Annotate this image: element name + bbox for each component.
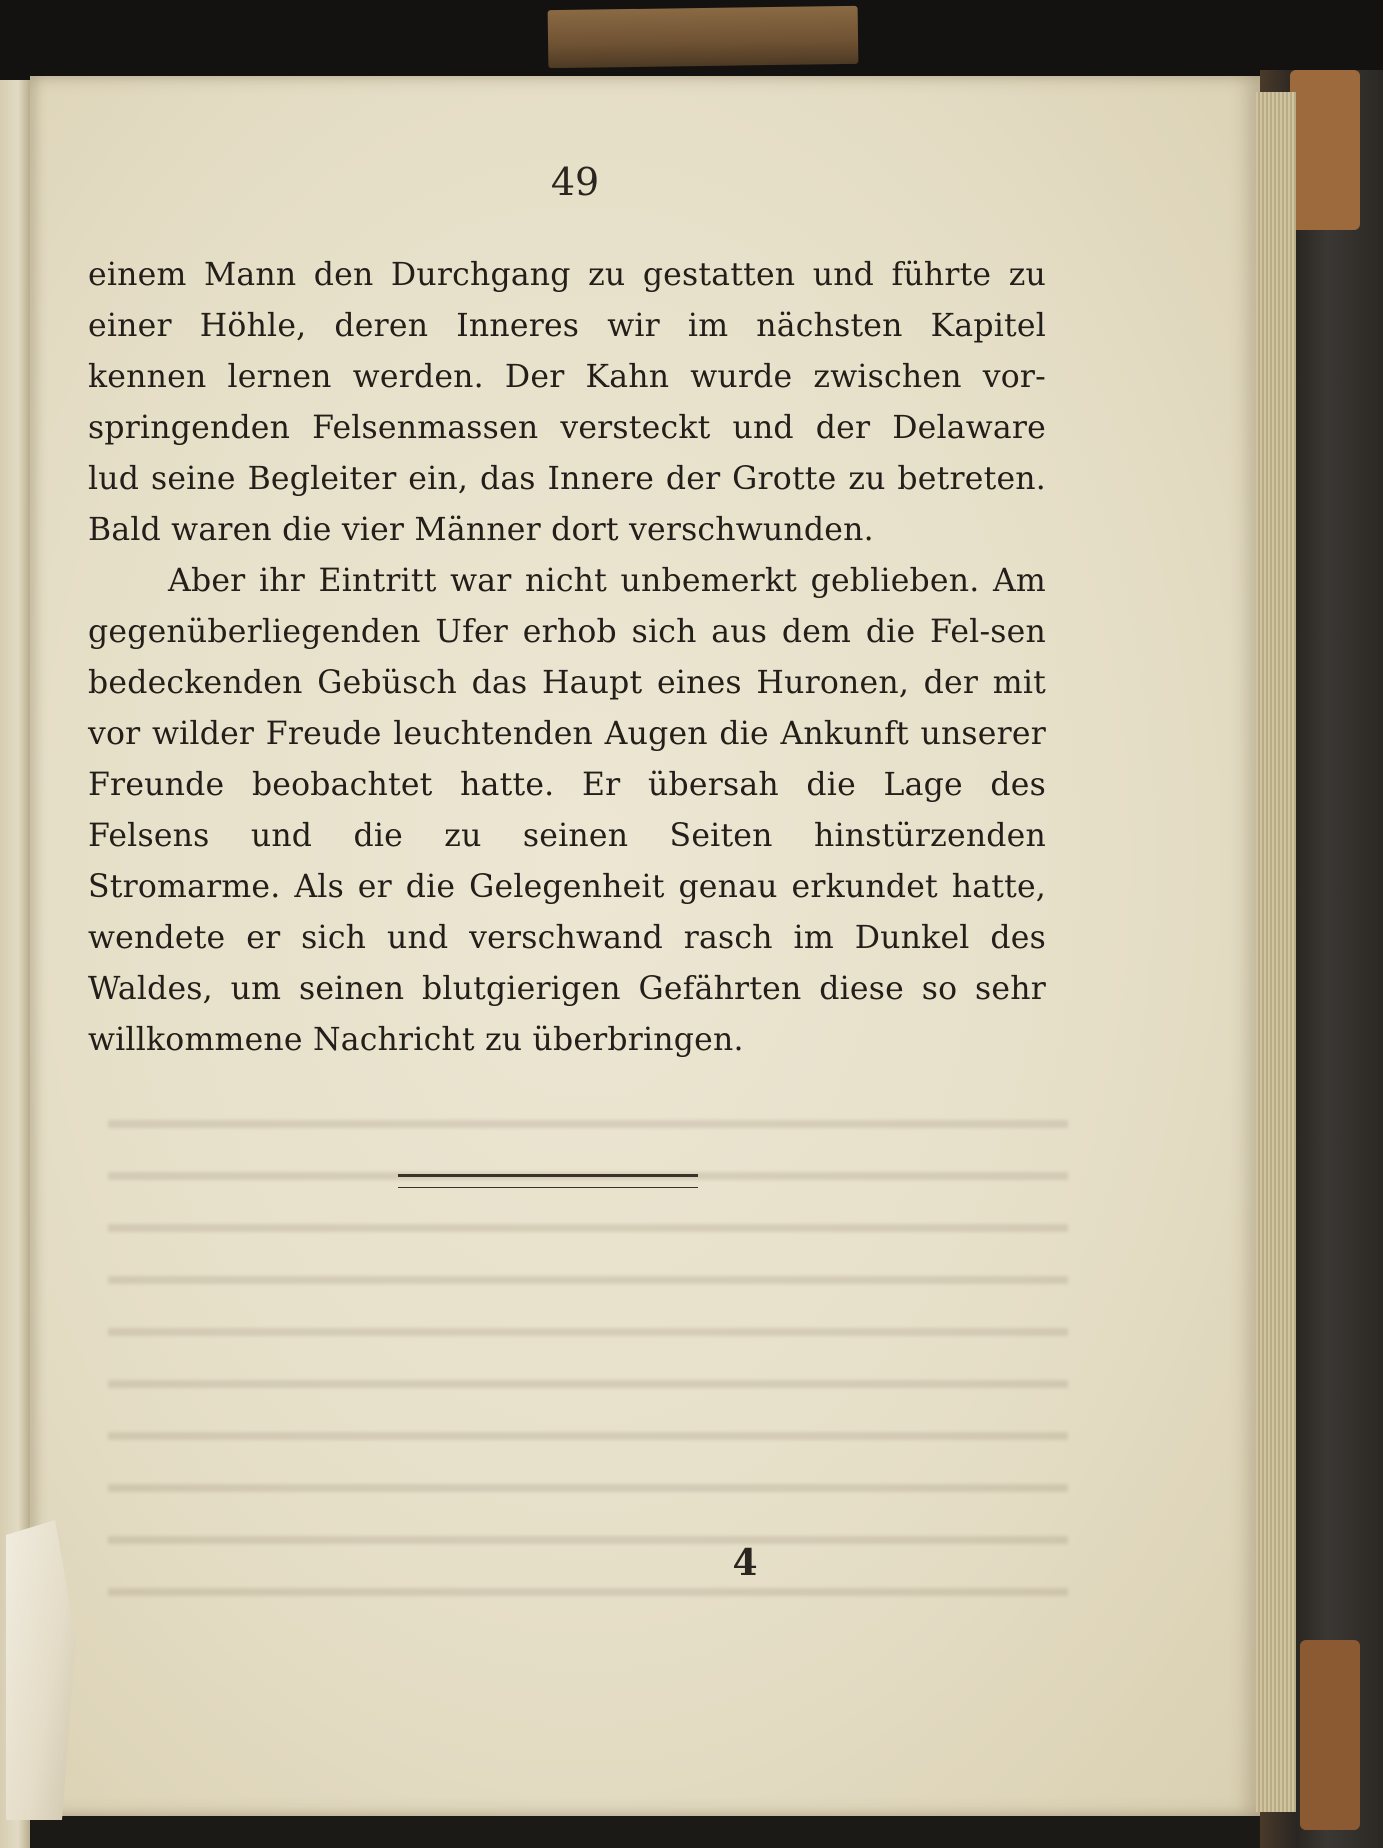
page-number: 49	[550, 160, 600, 204]
paragraph: Aber ihr Eintritt war nicht unbemerkt geblieben. Am gegenüberliegenden Ufer erhob sich aus dem die Fel-sen bedeckenden Gebüsch das Haupt eines Huronen, der mit vor wilder Freude leuchtenden Augen die Ankunft unserer Freunde beobachtet hatte. Er übersah die Lage des Felsens und die zu seinen Seiten hinstürzenden Stromarme. Als er die Gelegenheit genau erkundet hatte, wendete er sich und verschwand rasch im Dunkel des Waldes, um seinen blutgierigen Gefährten diese so sehr willkommene Nachricht zu überbringen.	[88, 563, 1046, 1058]
signature-mark: 4	[732, 1542, 758, 1584]
show-through-text	[108, 1086, 1068, 1606]
page-stack-edge	[1256, 92, 1296, 1812]
binding-tape	[548, 6, 859, 68]
chapter-end-rule	[398, 1174, 698, 1188]
paragraph: einem Mann den Durchgang zu gestatten und führte zu einer Höhle, deren Inneres wir im nächsten Kapitel kennen lernen werden. Der Kahn wurde zwischen vor-springenden Felsenmassen versteckt und der Delaware lud seine Begleiter ein, das Innere der Grotte zu betreten. Bald waren die vier Männer dort verschwunden.	[88, 257, 1046, 548]
cover-leather-corner-top	[1290, 70, 1360, 230]
body-text	[88, 250, 1046, 1066]
cover-leather-corner-bottom	[1300, 1640, 1360, 1830]
